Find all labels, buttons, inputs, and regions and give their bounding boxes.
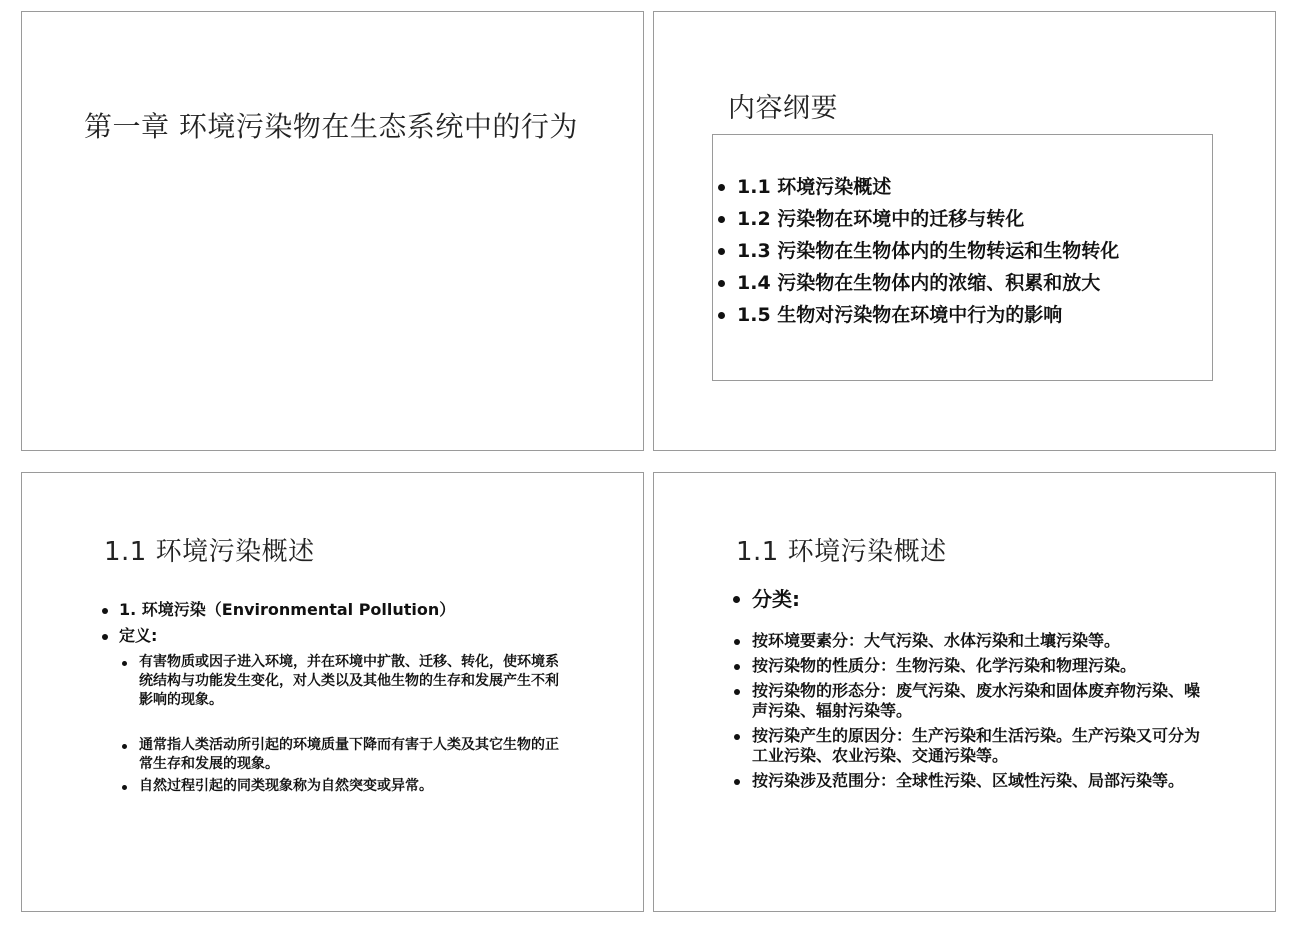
outline-item: 1.5 生物对污染物在环境中行为的影响 xyxy=(737,299,1119,331)
outline-title: 内容纲要 xyxy=(728,93,838,124)
outline-item: 1.3 污染物在生物体内的生物转运和生物转化 xyxy=(737,235,1119,267)
list-item-text: 1. 环境污染（Environmental Pollution） xyxy=(119,600,456,619)
content-list xyxy=(119,597,589,799)
outline-item: 1.4 污染物在生物体内的浓缩、积累和放大 xyxy=(737,267,1119,299)
classification-heading: 分类: xyxy=(752,587,800,611)
outline-item: 1.2 污染物在环境中的迁移与转化 xyxy=(737,203,1119,235)
classification-list xyxy=(752,631,1207,796)
classification-item: 按污染物的性质分：生物污染、化学污染和物理污染。 xyxy=(752,656,1200,676)
classification-item: 按环境要素分：大气污染、水体污染和土壤污染等。 xyxy=(752,631,1200,651)
section-title: 1.1 环境污染概述 xyxy=(104,537,315,567)
definition-item: 自然过程引起的同类现象称为自然突变或异常。 xyxy=(139,777,564,796)
classification-item: 按污染物的形态分：废气污染、废水污染和固体废弃物污染、噪声污染、辐射污染等。 xyxy=(752,681,1201,720)
classification-item: 按污染产生的原因分：生产污染和生活污染。生产污染又可分为工业污染、农业污染、交通污染等。 xyxy=(752,726,1201,765)
classification-item: 按污染涉及范围分：全球性污染、区域性污染、局部污染等。 xyxy=(752,771,1200,791)
definition-item: 有害物质或因子进入环境，并在环境中扩散、迁移、转化，使环境系统结构与功能发生变化，对人类以及其他生物的生存和发展产生不利影响的现象。 xyxy=(139,653,564,710)
list-item xyxy=(119,597,589,623)
definition-item: 通常指人类活动所引起的环境质量下降而有害于人类及其它生物的正常生存和发展的现象。 xyxy=(139,736,564,774)
list-item xyxy=(119,623,589,796)
slide-4[interactable] xyxy=(653,472,1276,912)
slide-2[interactable] xyxy=(653,11,1276,451)
definition-list xyxy=(139,653,589,796)
chapter-title: 第一章 环境污染物在生态系统中的行为 xyxy=(84,110,578,143)
section-title: 1.1 环境污染概述 xyxy=(736,537,947,567)
outline-item: 1.1 环境污染概述 xyxy=(737,171,1119,203)
slide-3[interactable] xyxy=(21,472,644,912)
slide-1[interactable] xyxy=(21,11,644,451)
outline-list xyxy=(737,171,1119,331)
list-item-text: 定义: xyxy=(119,626,158,645)
